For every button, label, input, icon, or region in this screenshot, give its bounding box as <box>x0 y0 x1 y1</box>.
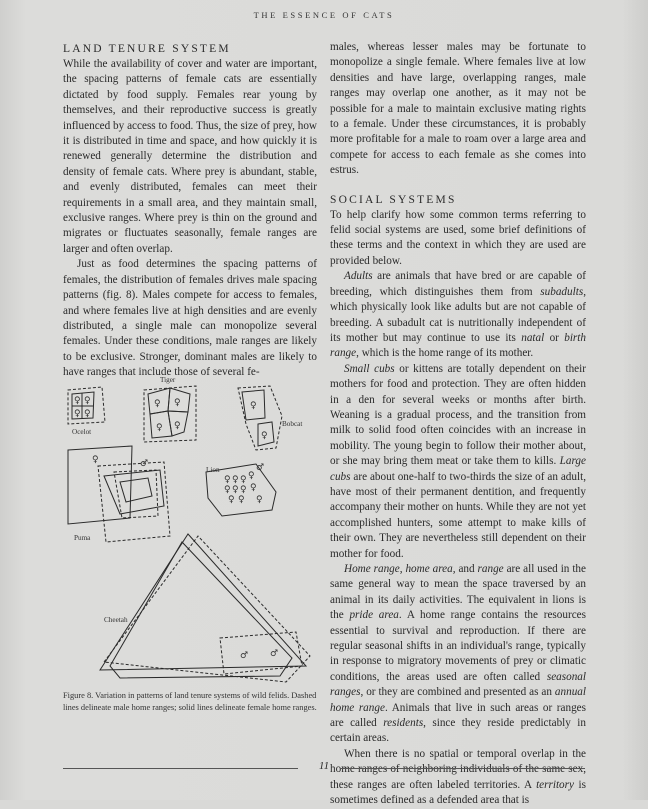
paragraph-home-range: Home range, home area, and range are all used in the same general way to mean the space traversed by an animal in its daily activities. The equivalent in lions is the pride area. A home range contains the resources essential to survival and reproduction. If there are regular seasonal shifts in an individual's range, typically in response to migratory movements of prey or climatic conditions, the areas used are often called seasonal ranges, or they are combined and presented as an annual home range. Animals that live in such areas or ranges are called residents, since they reside predictably in certain areas. <box>330 563 587 745</box>
footer-rule-right <box>340 768 585 769</box>
female-symbol: ♀ <box>156 423 163 433</box>
male-symbol: ♂ <box>140 459 149 469</box>
paragraph: males, whereas lesser males may be fortunate to monopolize a single female. Where females live at low densities and have large, overlapping ranges, male ranges may overlap one another, as it may not be possible for a male to maintain exclusive mating rights to a female. Under these circumstances, it is probably more profitable for a male to roam over a large area and compete for access to each female as she comes into estrus. <box>330 41 586 177</box>
section-heading-land-tenure: LAND TENURE SYSTEM <box>63 43 231 55</box>
puma-symbols <box>92 455 148 469</box>
female-symbol: ♀ <box>84 396 91 406</box>
paragraph: While the availability of cover and water are important, the spacing patterns of female cats are essentially dictated by food supply. Females rear young by themselves, and their reproductive success is greatly influenced by access to food. Thus, the size of prey, how it is distributed in time and space, and how quickly it is renewed generally determine the distribution and density of female cats. Where prey is abundant, stable, and evenly distributed, females can meet their requirements in a small area, and they maintain small, exclusive ranges. Where prey is thin on the ground and migrates or fluctuates seasonally, female ranges are larger and often overlap. <box>63 58 317 255</box>
female-symbol: ♀ <box>224 485 231 495</box>
female-symbol: ♀ <box>228 495 235 505</box>
female-symbol: ♀ <box>250 483 257 493</box>
female-symbol: ♀ <box>224 475 231 485</box>
female-symbol: ♀ <box>256 495 263 505</box>
female-symbol: ♀ <box>154 399 161 409</box>
running-head: THE ESSENCE OF CATS <box>253 10 395 20</box>
paragraph: Just as food determines the spacing patterns of females, the distribution of females drives male spacing patterns (fig. 8). Males compete for access to females, and where females live at high densities and are evenly distributed, a single male can monopolize several females. Under these conditions, male ranges are likely to be exclusive. Stronger, dominant males are likely to have ranges that include those of several fe- <box>63 258 317 379</box>
tiger-diagram <box>144 386 196 442</box>
female-symbol: ♀ <box>74 409 81 419</box>
paragraph: To help clarify how some common terms referring to felid social systems are used, some brief definitions of these terms and the context in which they are used are provided below. <box>330 208 586 267</box>
female-symbol: ♀ <box>250 401 257 411</box>
lion-female-symbols <box>224 463 264 505</box>
female-symbol: ♀ <box>232 485 239 495</box>
label-puma: Puma <box>74 534 91 542</box>
paragraph-territory: When there is no spatial or temporal overlap in the home ranges of neighboring individuals of the same sex, these ranges are often labeled territories. A territory is sometimes defined as a defended area that is <box>330 747 586 807</box>
cheetah-male-symbols <box>240 649 278 661</box>
puma-diagram <box>68 446 170 542</box>
female-symbol: ♀ <box>174 421 181 431</box>
figure-illustration <box>60 366 322 686</box>
male-symbol: ♂ <box>240 651 249 661</box>
female-symbol: ♀ <box>240 485 247 495</box>
female-symbol: ♀ <box>248 471 255 481</box>
label-cheetah: Cheetah <box>104 616 128 624</box>
female-symbol: ♀ <box>92 455 99 465</box>
label-bobcat: Bobcat <box>282 420 303 428</box>
male-symbol: ♂ <box>256 463 265 473</box>
label-lion: Lion <box>206 466 220 474</box>
label-ocelot: Ocelot <box>72 428 92 436</box>
tiger-female-symbols <box>154 398 181 433</box>
female-symbol: ♀ <box>84 409 91 419</box>
cheetah-diagram <box>100 534 310 682</box>
bobcat-diagram <box>238 386 282 450</box>
label-tiger: Tiger <box>160 376 176 384</box>
female-symbol: ♀ <box>174 398 181 408</box>
right-column <box>330 40 586 809</box>
paragraph-cubs: Small cubs or kittens are totally dependent on their mothers for food and protection. They are often hidden in a den for several weeks or months after birth. Weaning is a gradual process, and the transition from milk to solid food often coincides with an increase in mobility. The young begin to follow their mother about, or she may bring them meat or take them to kills. Large cubs are about one-half to two-thirds the size of an adult, have most of their permanent dentition, and frequently accompany their mother on hunts. While they are not yet accomplished hunters, some attempt to make kills of their own. They are nevertheless still dependent on their mother for food. <box>330 362 586 560</box>
figure-caption: Figure 8. Variation in patterns of land tenure systems of wild felids. Dashed lines delineate male home ranges; solid lines delineate female home ranges. <box>63 691 317 713</box>
page-number: 11 <box>318 760 330 772</box>
female-symbol: ♀ <box>240 475 247 485</box>
female-symbol: ♀ <box>238 495 245 505</box>
female-symbol: ♀ <box>232 475 239 485</box>
female-symbol: ♀ <box>261 431 268 441</box>
male-symbol: ♂ <box>270 649 279 659</box>
left-column <box>63 42 317 381</box>
paragraph-adults: Adults are animals that have bred or are capable of breeding, which distinguishes them from subadults, which physically look like adults but are not capable of breeding. A subadult cat is nutritionally independent of its mother but may continue to use its natal or birth range, which is the home range of its mother. <box>330 270 586 360</box>
female-symbol: ♀ <box>74 396 81 406</box>
section-heading-social-systems: SOCIAL SYSTEMS <box>330 193 457 206</box>
figure-8-land-tenure <box>60 366 322 686</box>
